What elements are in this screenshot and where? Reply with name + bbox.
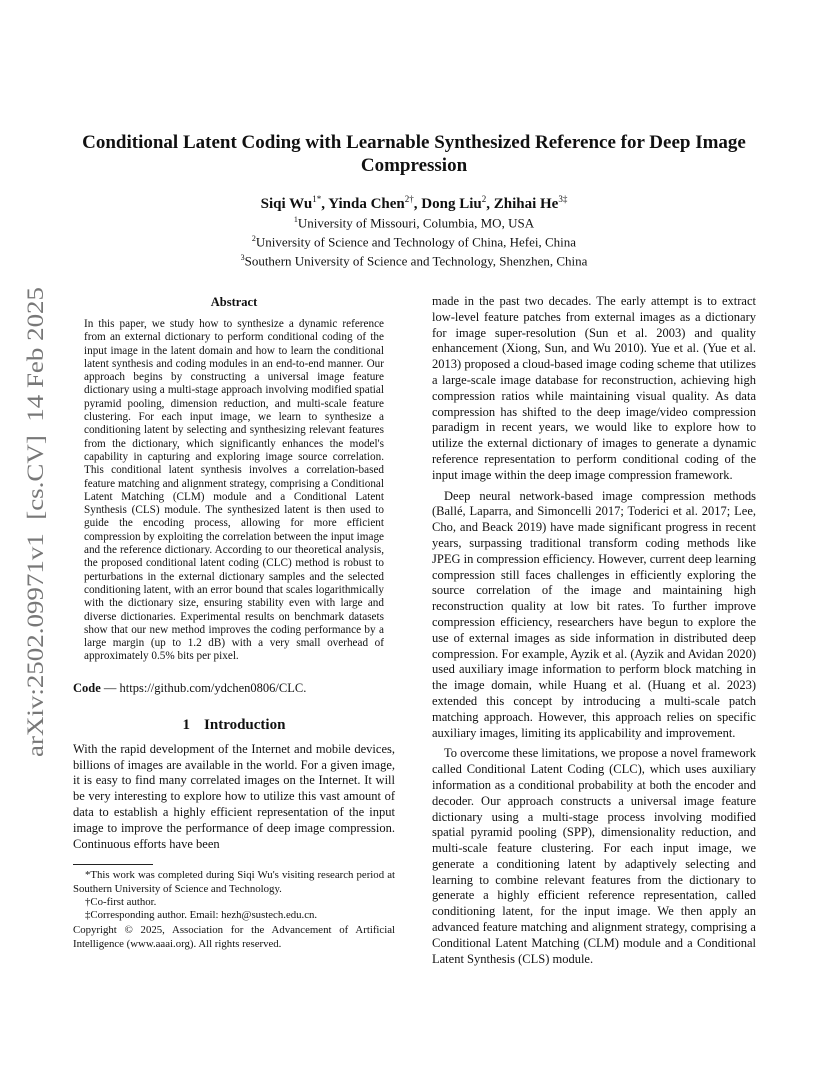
left-column bbox=[73, 294, 395, 951]
section-title: Introduction bbox=[204, 716, 286, 733]
author-name: Siqi Wu bbox=[260, 196, 313, 212]
affiliation bbox=[60, 212, 768, 231]
abstract-title: Abstract bbox=[210, 295, 258, 309]
author-sup: 2† bbox=[404, 194, 414, 204]
affiliation bbox=[60, 250, 768, 269]
intro-paragraph: With the rapid development of the Internet and mobile devices, billions of images are available in the world. For a given image, it is easy to find many correlated images on the Internet. It will be very interesting to explore how to utilize this vast amount of data to establish a highly efficient representation of the input image to improve the performance of deep image compression. Continuous efforts have been bbox=[73, 741, 395, 851]
footnote: *This work was completed during Siqi Wu's visiting research period at Southern University of Science and Technology. bbox=[73, 869, 395, 895]
arxiv-stamp bbox=[14, 285, 50, 760]
affiliation-text: University of Missouri, Columbia, MO, USA bbox=[297, 215, 535, 231]
abstract-text: In this paper, we study how to synthesize a dynamic reference from an external dictionary to perform conditional coding of the input image in the latent domain and how to learn the conditional latent synthesis and coding modules in an end-to-end manner. Our approach begins by constructing a universal image feature dictionary using a multi-stage approach involving modified spatial pyramid pooling, dimension reduction, and multi-scale feature clustering. For each input image, we learn to synthesize a conditioning latent by selecting and synthesizing relevant features from the dictionary, which significantly enhances the model's capability in capturing and exploring image source correlation. This conditional latent synthesis involves a correlation-based feature matching and alignment strategy, comprising a Conditional Latent Matching (CLM) module and a Conditional Latent Synthesis (CLS) module. The synthesized latent is then used to guide the encoding process, allowing for more efficient compression by exploiting the correlation between the input image and the reference dictionary. According to our theoretical analysis, the proposed conditional latent coding (CLC) method is robust to perturbations in the external dictionary samples and the selected conditioning latent, with an error bound that scales logarithmically with the dictionary size, ensuring stability even with large and diverse dictionaries. Experimental results on benchmark datasets show that our new method improves the coding performance by a large margin (up to 1.2 dB) with a very small overhead of approximately 0.5% bits per pixel. bbox=[84, 318, 384, 663]
paper-title bbox=[60, 131, 768, 177]
affiliation-text: Southern University of Science and Technology, Shenzhen, China bbox=[244, 252, 588, 268]
author-sup: 2 bbox=[481, 194, 487, 204]
affiliation-sup: 1 bbox=[293, 215, 298, 224]
author-name: Zhihai He bbox=[493, 196, 559, 212]
affiliation bbox=[60, 231, 768, 250]
author-name: Yinda Chen bbox=[328, 196, 405, 212]
author-list: Siqi $Wu^{1*}$, Yinda Chen$^{2\dagger}$, Dong Liu$^2$, Zhihai $He^{3\ddagger}$ bbox=[260, 194, 568, 212]
footnote: ‡Corresponding author. Email: hezh@sustech.edu.cn. bbox=[85, 909, 318, 922]
author-sup: 3‡ bbox=[558, 194, 568, 204]
author-name: Dong Liu bbox=[421, 196, 482, 212]
copyright-notice: Copyright © 2025, Association for the Advancement of Artificial Intelligence (www.aaai.org). All rights reserved. bbox=[73, 924, 395, 950]
paper-title-line1: Conditional Latent Coding with Learnable Synthesized Reference for Deep Image bbox=[82, 132, 746, 153]
body-paragraph: made in the past two decades. The early attempt is to extract low-level feature patches from external images as a dictionary for image super-resolution (Sun et al. 2003) and quality enhancement (Xiong, Sun, and Wu 2010). Yue et al. (Yue et al. 2013) proposed a cloud-based image coding scheme that utilizes a large-scale image database for reconstruction, achieving high compression ratios while maintaining visual quality. As data compression has shifted to the deep image/video compression paradigm in recent years, we would like to explore how to utilize the external dictionary of images to generate a dynamic reference representation to perform conditional coding of the input image within the deep image compression framework. bbox=[432, 294, 756, 482]
author-sup: 1* bbox=[312, 194, 322, 204]
section-number: 1 bbox=[182, 716, 191, 733]
paper-title-line2: Compression bbox=[360, 155, 468, 176]
section-heading bbox=[73, 716, 395, 734]
affiliation-text: University of Science and Technology of China, Hefei, China bbox=[255, 234, 577, 250]
affiliation-list bbox=[60, 212, 768, 268]
code-label: Code bbox=[73, 680, 101, 695]
footnote: †Co-first author. bbox=[85, 895, 157, 908]
code-line bbox=[73, 680, 395, 696]
affiliation-sup: 2 bbox=[251, 233, 256, 243]
footnote-rule bbox=[73, 864, 153, 865]
affiliation-sup: 3 bbox=[240, 252, 245, 262]
right-column bbox=[432, 294, 756, 967]
code-link[interactable]: — https://github.com/ydchen0806/CLC. bbox=[100, 680, 307, 695]
body-paragraph: To overcome these limitations, we propose a novel framework called Conditional Latent Coding (CLC), which uses auxiliary information as a conditional probability at both the encoder and decoder. Our approach constructs a universal image feature dictionary using a multi-stage process involving modified spatial pyramid pooling (SPP), dimensionality reduction, and multi-scale feature clustering. For each input image, we generate a conditioning latent by adaptively selecting and learning to combine relevant features from the dictionary to generate a highly efficient reference representation, called conditioning latent, for the input image. We then apply an advanced feature matching and alignment strategy, comprising a Conditional Latent Matching (CLM) module and a Conditional Latent Synthesis (CLS) module. bbox=[432, 746, 756, 966]
arxiv-stamp-text: arXiv:2502.09971v1 [cs.CV] 14 Feb 2025 bbox=[23, 347, 49, 757]
body-paragraph: Deep neural network-based image compression methods (Ballé, Laparra, and Simoncelli 2017; Toderici et al. 2017; Lee, Cho, and Beack 2019) have made significant progress in recent years, surpassing traditional transform coding methods like JPEG in compression efficiency. However, current deep learning compression still faces challenges in efficiently exploring the source correlation of the image and maintaining high reconstruction quality at low bit rates. To further improve compression efficiency, researchers have begun to explore the use of external images as side information in distributed deep compression. For example, Ayzik et al. (Ayzik and Avidan 2020) used auxiliary image information to perform block matching in the image domain, while Huang et al. (Huang et al. 2023) extended this concept by introducing a multi-scale patch matching approach. However, this approach relies on specific auxiliary images, limiting its applicability and improvement. bbox=[432, 488, 756, 740]
